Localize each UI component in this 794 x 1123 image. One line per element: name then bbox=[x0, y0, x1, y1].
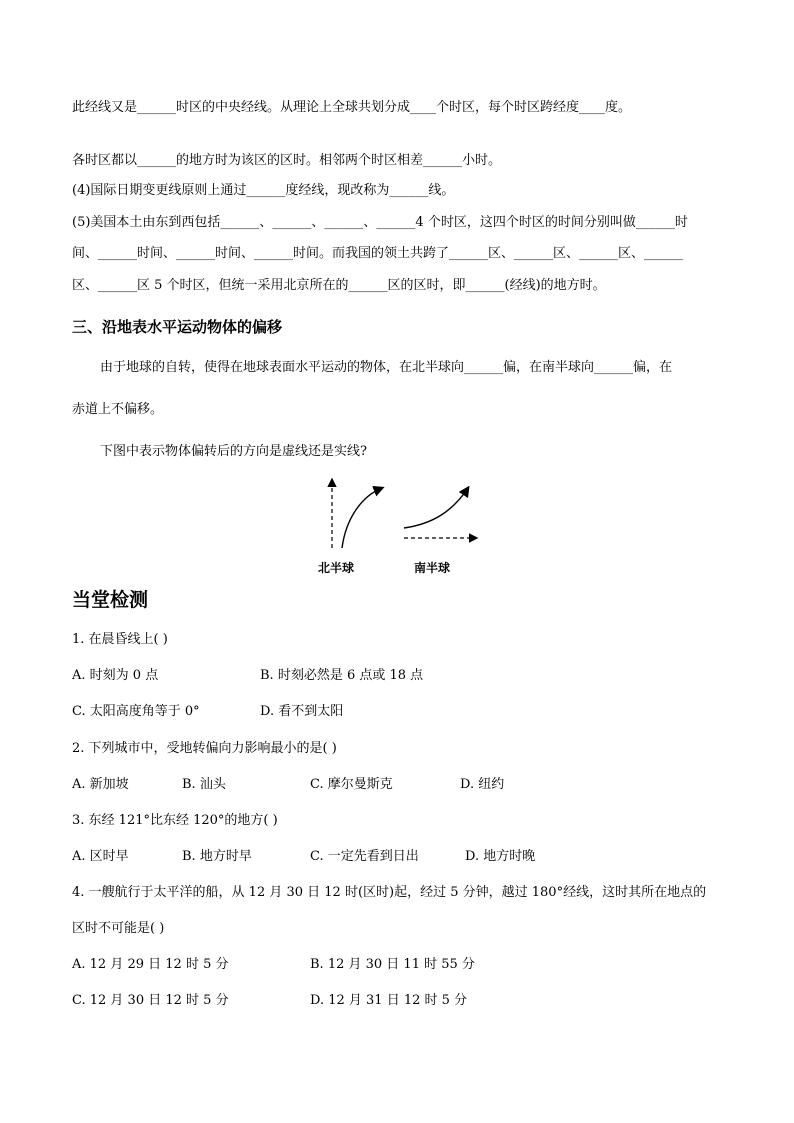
quiz-title: 当堂检测 bbox=[72, 589, 149, 611]
q1-option-d: D. 看不到太阳 bbox=[260, 704, 344, 719]
q4-option-b: B. 12 月 30 日 11 时 55 分 bbox=[310, 957, 475, 972]
china-timezones-text: 区、______区 5 个时区，但统一采用北京所在的______区的区时，即______(经线)的地方时。 bbox=[72, 278, 606, 293]
timezone-text-line-2: 各时区都以______的地方时为该区的区时。相邻两个时区相差______小时。 bbox=[72, 153, 502, 168]
south-hemisphere-label: 南半球 bbox=[414, 561, 451, 575]
q2-option-a: A. 新加坡 bbox=[72, 777, 129, 792]
q1-option-c: C. 太阳高度角等于 0° bbox=[72, 704, 200, 719]
q3-option-c: C. 一定先看到日出 bbox=[310, 849, 419, 864]
north-solid-curve-arrow bbox=[342, 488, 382, 548]
section-3-heading: 三、沿地表水平运动物体的偏移 bbox=[72, 318, 283, 336]
figure-question: 下图中表示物体偏转后的方向是虚线还是实线? bbox=[100, 444, 367, 459]
us-timezones-text-line-1: (5)美国本土由东到西包括______、______、______、______4 个时区，这四个时区的时间分别叫做______时 bbox=[72, 215, 688, 230]
timezone-text-line-1: 此经线又是______时区的中央经线。从理论上全球共划分成____个时区，每个时区跨经度____度。 bbox=[72, 100, 632, 115]
deflection-paragraph-line-1: 由于地球的自转，使得在地球表面水平运动的物体，在北半球向______偏，在南半球向______偏，在 bbox=[100, 360, 673, 375]
q4-option-c: C. 12 月 30 日 12 时 5 分 bbox=[72, 993, 229, 1008]
q3-option-a: A. 区时早 bbox=[72, 849, 129, 864]
q4-option-d: D. 12 月 31 日 12 时 5 分 bbox=[310, 993, 468, 1008]
q2-option-d: D. 纽约 bbox=[460, 777, 505, 792]
q2-option-b: B. 汕头 bbox=[182, 777, 226, 792]
q4-stem-line-2: 区时不可能是( ) bbox=[72, 921, 165, 936]
q4-stem-line-1: 4. 一艘航行于太平洋的船，从 12 月 30 日 12 时(区时)起，经过 5 分钟，越过 180°经线，这时其所在地点的 bbox=[72, 885, 707, 900]
q4-option-a: A. 12 月 29 日 12 时 5 分 bbox=[72, 957, 229, 972]
q1-option-a: A. 时刻为 0 点 bbox=[72, 668, 159, 683]
q1-stem: 1. 在晨昏线上( ) bbox=[72, 632, 168, 647]
north-hemisphere-label: 北半球 bbox=[318, 561, 355, 575]
south-solid-curve-arrow bbox=[404, 488, 468, 528]
q1-option-b: B. 时刻必然是 6 点或 18 点 bbox=[260, 668, 424, 683]
q2-option-c: C. 摩尔曼斯克 bbox=[310, 777, 393, 792]
q3-option-d: D. 地方时晚 bbox=[465, 849, 536, 864]
q3-option-b: B. 地方时早 bbox=[182, 849, 252, 864]
deflection-paragraph-line-2: 赤道上不偏移。 bbox=[72, 402, 164, 417]
q2-stem: 2. 下列城市中，受地转偏向力影响最小的是( ) bbox=[72, 741, 337, 756]
date-line-text: (4)国际日期变更线原则上通过______度经线，现改称为______线。 bbox=[72, 183, 455, 198]
us-timezones-text-line-2: 间、______时间、______时间、______时间。而我国的领土共跨了______区、______区、______区、______ bbox=[72, 246, 684, 261]
q3-stem: 3. 东经 121°比东经 120°的地方( ) bbox=[72, 813, 278, 828]
